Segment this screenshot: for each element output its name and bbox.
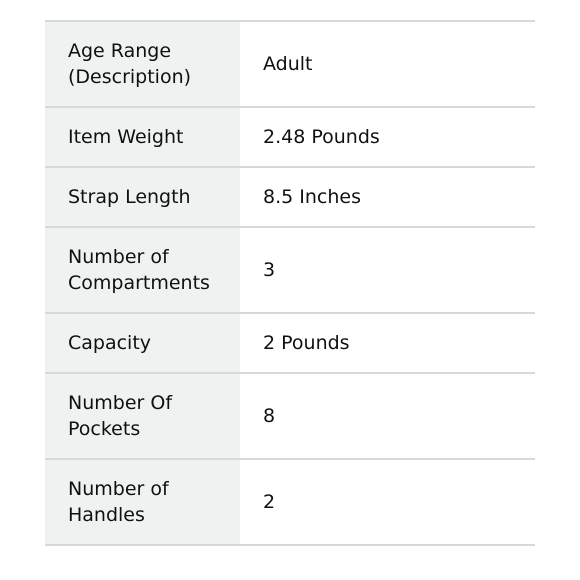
spec-label: Strap Length (45, 167, 240, 227)
spec-value: 8.5 Inches (240, 167, 535, 227)
spec-value: 2 Pounds (240, 313, 535, 373)
spec-row-age-range (45, 21, 535, 107)
spec-label: Item Weight (45, 107, 240, 167)
spec-value: 3 (240, 227, 535, 313)
spec-label: Number of Compartments (45, 227, 240, 313)
spec-row-item-weight (45, 107, 535, 167)
spec-value: Adult (240, 21, 535, 107)
spec-label: Age Range (Description) (45, 21, 240, 107)
spec-value: 8 (240, 373, 535, 459)
spec-row-strap-length (45, 167, 535, 227)
spec-value: 2.48 Pounds (240, 107, 535, 167)
spec-label: Number Of Pockets (45, 373, 240, 459)
product-specifications-table (45, 20, 535, 546)
spec-row-handles (45, 459, 535, 545)
spec-value: 2 (240, 459, 535, 545)
spec-row-compartments (45, 227, 535, 313)
spec-row-capacity (45, 313, 535, 373)
spec-row-pockets (45, 373, 535, 459)
spec-label: Number of Handles (45, 459, 240, 545)
spec-label: Capacity (45, 313, 240, 373)
